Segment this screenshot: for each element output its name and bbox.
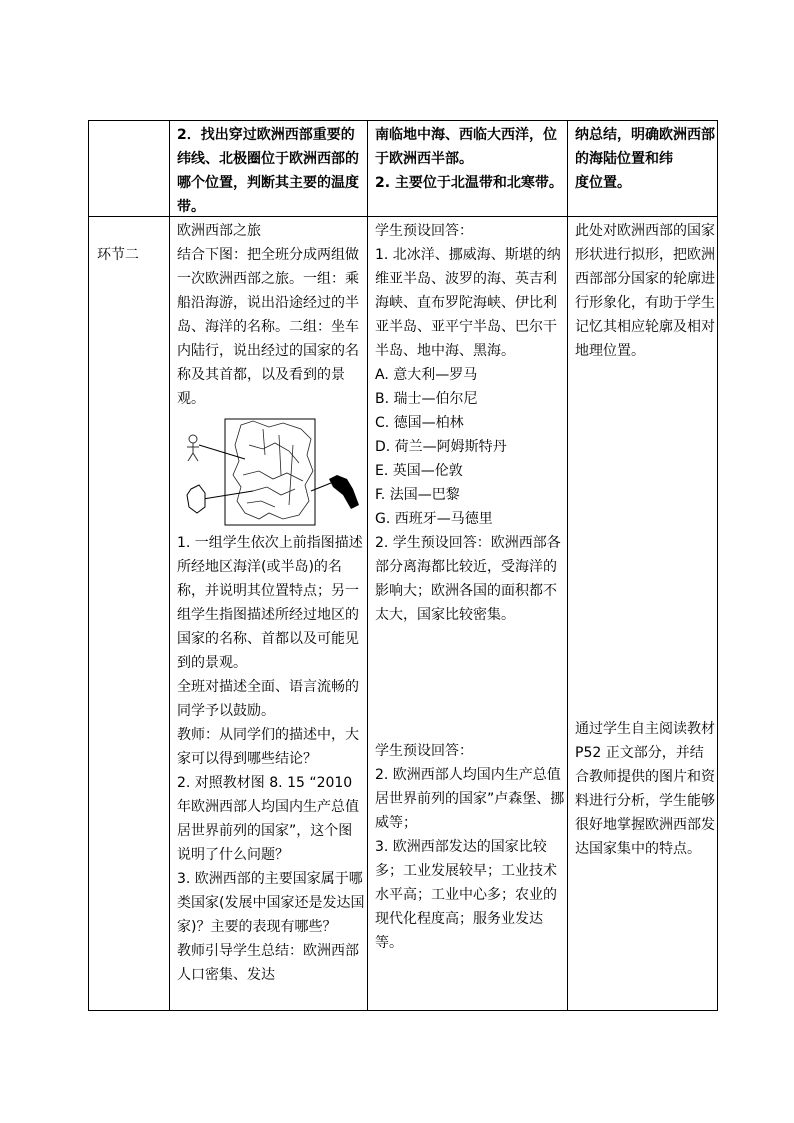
tourist-icon (187, 435, 199, 461)
row1-intent: 纳总结，明确欧洲西部的海陆位置和纬 度位置。 (575, 127, 715, 191)
boot-shape-icon (329, 475, 359, 509)
lesson-table (88, 120, 718, 1011)
row2-student-part2: 学生预设回答： 2. 欧洲西部人均国内生产总值居世界前列的国家”卢森堡、挪威等； 3. 欧洲西部发达的国家比较多；工业发展较早；工业技术水平高；工业中心多；农业的现代化程度高；服务业发达等。 (375, 743, 565, 951)
column-divider (367, 121, 368, 1010)
europe-map-figure (183, 415, 367, 533)
row2-activity-part1: 欧洲西部之旅 结合下图：把全班分成两组做一次欧洲西部之旅。一组：乘船沿海游，说出沿途经过的半岛、海洋的名称。二组：坐车内陆行，说出经过的国家的名称及其首都，以及看到的景观。 (177, 223, 359, 407)
row2-stage: 环节二 (97, 247, 139, 263)
row1-student: 南临地中海、西临大西洋，位于欧洲西半部。 2. 主要位于北温带和北寒带。 (375, 127, 563, 191)
column-divider (567, 121, 568, 1010)
row1-activity: 2．找出穿过欧洲西部重要的纬线、北极圈位于欧洲西部的哪个位置，判断其主要的温度带。 (177, 127, 359, 215)
row2-activity-part2: 1. 一组学生依次上前指图描述所经地区海洋(或半岛)的名称，并说明其位置特点；另一组学生指图描述所经过地区的国家的名称、首都以及可能见到的景观。 全班对描述全面、语言流畅的同学予以鼓励。 教师：从同学们的描述中，大家可以得到哪些结论？ 2. 对照教材图 8. 15 “2010年欧洲西部人均国内生产总值居世界前列的国家”，这个图说明了什么问题？ 3. 欧洲西部的主要国家属于哪类国家(发展中国家还是发达国家)？主要的表现有哪些？ 教师引导学生总结：欧洲西部人口密集、发达 (177, 535, 365, 983)
map-frame (225, 419, 315, 525)
row2-intent-part1: 此处对欧洲西部的国家形状进行拟形，把欧洲西部部分国家的轮廓进行形象化，有助于学生记忆其相应轮廓及相对地理位置。 (575, 223, 715, 359)
row2-student-part1: 学生预设回答： 1. 北冰洋、挪威海、斯堪的纳维亚半岛、波罗的海、英吉利海峡、直布罗陀海峡、伊比利亚半岛、亚平宁半岛、巴尔干半岛、地中海、黑海。 A. 意大利—罗马 B. 瑞士—伯尔尼 C. 德国—柏林 D. 荷兰—阿姆斯特丹 E. 英国—伦敦 F. 法国—巴黎 G. 西班牙—马德里 2. 学生预设回答：欧洲西部各部分离海都比较近，受海洋的影响大；欧洲各国的面积都不太大，国家比较密集。 (375, 223, 561, 623)
row2-intent-part2: 通过学生自主阅读教材 P52 正文部分，并结合教师提供的图片和资料进行分析，学生能够很好地掌握欧洲西部发达国家集中的特点。 (575, 721, 715, 857)
country-shape-icon (187, 485, 205, 513)
